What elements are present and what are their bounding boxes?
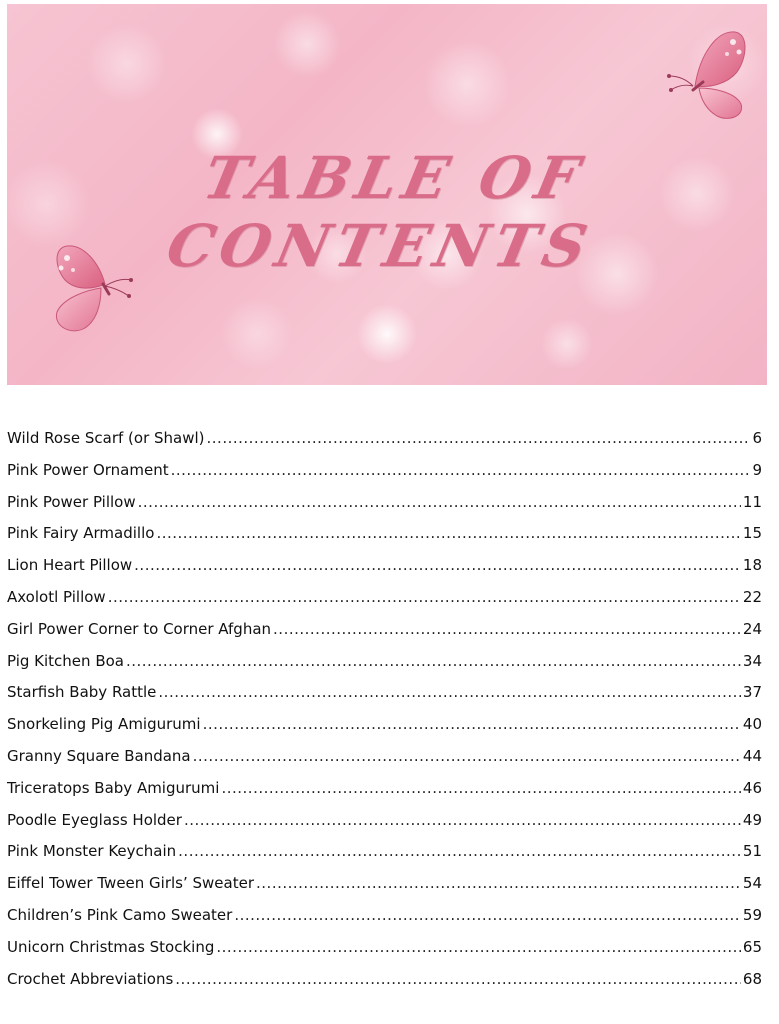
toc-entry-page-number: 11 bbox=[742, 492, 762, 511]
toc-entry-title: Children’s Pink Camo Sweater bbox=[7, 905, 233, 924]
toc-entry-title: Pig Kitchen Boa bbox=[7, 651, 124, 670]
toc-entry-page-number: 68 bbox=[742, 969, 762, 988]
toc-entry[interactable] bbox=[7, 747, 762, 779]
toc-entry-page-number: 9 bbox=[752, 460, 762, 479]
toc-entry-title: Girl Power Corner to Corner Afghan bbox=[7, 619, 272, 638]
toc-entry[interactable] bbox=[7, 652, 762, 684]
dot-leader bbox=[175, 970, 741, 988]
toc-entry-page-number: 46 bbox=[742, 778, 762, 797]
toc-entry-title: Poodle Eyeglass Holder bbox=[7, 810, 182, 829]
dot-leader bbox=[108, 588, 741, 606]
toc-entry-page-number: 51 bbox=[742, 842, 762, 861]
dot-leader bbox=[171, 461, 751, 479]
dot-leader bbox=[216, 938, 741, 956]
toc-entry-page-number: 40 bbox=[742, 715, 762, 734]
toc-entry-title: Axolotl Pillow bbox=[7, 587, 106, 606]
toc-entry[interactable] bbox=[7, 620, 762, 652]
dot-leader bbox=[193, 747, 741, 765]
toc-entry[interactable] bbox=[7, 842, 762, 874]
dot-leader bbox=[207, 429, 751, 447]
toc-entry[interactable] bbox=[7, 874, 762, 906]
table-of-contents bbox=[7, 429, 762, 1001]
dot-leader bbox=[138, 493, 741, 511]
dot-leader bbox=[234, 906, 741, 924]
toc-entry-page-number: 6 bbox=[752, 429, 762, 447]
toc-entry[interactable] bbox=[7, 493, 762, 525]
toc-entry-title: Unicorn Christmas Stocking bbox=[7, 937, 215, 956]
toc-entry-title: Pink Power Pillow bbox=[7, 492, 136, 511]
toc-entry-page-number: 22 bbox=[742, 587, 762, 606]
dot-leader bbox=[158, 683, 741, 701]
toc-entry-page-number: 65 bbox=[742, 937, 762, 956]
dot-leader bbox=[221, 779, 740, 797]
toc-entry-title: Triceratops Baby Amigurumi bbox=[7, 778, 220, 797]
toc-entry-page-number: 15 bbox=[742, 524, 762, 543]
toc-entry-title: Pink Monster Keychain bbox=[7, 842, 177, 861]
toc-entry[interactable] bbox=[7, 970, 762, 1002]
toc-entry-page-number: 34 bbox=[742, 651, 762, 670]
toc-entry-title: Starfish Baby Rattle bbox=[7, 683, 157, 702]
toc-entry-title: Snorkeling Pig Amigurumi bbox=[7, 715, 201, 734]
dot-leader bbox=[256, 874, 741, 892]
toc-entry[interactable] bbox=[7, 524, 762, 556]
butterfly-icon bbox=[655, 24, 751, 124]
toc-entry[interactable] bbox=[7, 779, 762, 811]
toc-entry[interactable] bbox=[7, 938, 762, 970]
dot-leader bbox=[134, 556, 741, 574]
toc-entry[interactable] bbox=[7, 811, 762, 843]
dot-leader bbox=[156, 524, 740, 542]
toc-entry-page-number: 49 bbox=[742, 810, 762, 829]
toc-entry[interactable] bbox=[7, 906, 762, 938]
toc-entry[interactable] bbox=[7, 429, 762, 461]
toc-entry[interactable] bbox=[7, 715, 762, 747]
toc-entry-title: Granny Square Bandana bbox=[7, 746, 191, 765]
toc-entry-page-number: 54 bbox=[742, 874, 762, 893]
toc-entry-title: Eiffel Tower Tween Girls’ Sweater bbox=[7, 874, 255, 893]
page-title: TABLE OF CONTENTS bbox=[160, 144, 599, 280]
toc-entry[interactable] bbox=[7, 683, 762, 715]
header-banner bbox=[7, 4, 767, 385]
toc-entry-page-number: 24 bbox=[742, 619, 762, 638]
toc-entry-title: Pink Power Ornament bbox=[7, 460, 169, 479]
toc-entry-page-number: 18 bbox=[742, 556, 762, 575]
toc-entry-title: Pink Fairy Armadillo bbox=[7, 524, 155, 543]
dot-leader bbox=[184, 811, 741, 829]
toc-entry[interactable] bbox=[7, 588, 762, 620]
dot-leader bbox=[126, 652, 741, 670]
butterfly-icon bbox=[45, 240, 145, 342]
toc-entry-page-number: 44 bbox=[742, 746, 762, 765]
toc-entry-title: Wild Rose Scarf (or Shawl) bbox=[7, 429, 205, 447]
toc-entry[interactable] bbox=[7, 556, 762, 588]
toc-entry-title: Lion Heart Pillow bbox=[7, 556, 133, 575]
dot-leader bbox=[178, 842, 741, 860]
toc-entry-page-number: 59 bbox=[742, 905, 762, 924]
toc-entry-title: Crochet Abbreviations bbox=[7, 969, 174, 988]
toc-entry-page-number: 37 bbox=[742, 683, 762, 702]
toc-entry[interactable] bbox=[7, 461, 762, 493]
dot-leader bbox=[203, 715, 741, 733]
dot-leader bbox=[273, 620, 741, 638]
